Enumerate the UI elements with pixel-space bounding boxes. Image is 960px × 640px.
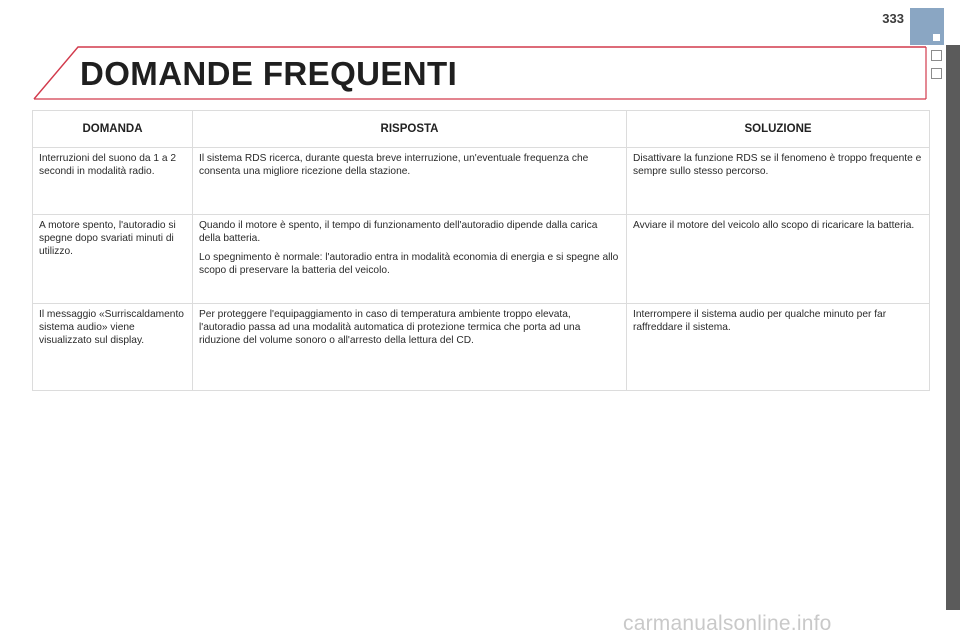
- column-header-solution: SOLUZIONE: [627, 111, 930, 148]
- solution-cell: Avviare il motore del veicolo allo scopo di ricaricare la batteria.: [627, 215, 930, 304]
- column-header-answer: RISPOSTA: [193, 111, 627, 148]
- side-bar: [946, 45, 960, 610]
- answer-cell: [193, 215, 627, 304]
- page-number: 333: [882, 11, 904, 26]
- answer-paragraph: Lo spegnimento è normale: l'autoradio entra in modalità economia di energia e si spegne allo scopo di preservare la batteria del veicolo.: [199, 252, 619, 276]
- question-cell: A motore spento, l'autoradio si spegne dopo svariati minuti di utilizzo.: [33, 215, 193, 304]
- table-row: [33, 148, 930, 215]
- question-cell: Interruzioni del suono da 1 a 2 secondi in modalità radio.: [33, 148, 193, 215]
- table-row: [33, 304, 930, 391]
- answer-paragraph: Quando il motore è spento, il tempo di funzionamento dell'autoradio dipende dalla carica della batteria.: [199, 220, 598, 244]
- question-cell: Il messaggio «Surriscaldamento sistema audio» viene visualizzato sul display.: [33, 304, 193, 391]
- answer-cell: [193, 148, 627, 215]
- page-title: DOMANDE FREQUENTI: [80, 55, 458, 92]
- faq-table: [32, 110, 930, 391]
- answer-paragraph: Il sistema RDS ricerca, durante questa breve interruzione, un'eventuale frequenza che consenta una migliore ricezione della stazione.: [199, 153, 589, 177]
- answer-cell: [193, 304, 627, 391]
- solution-cell: Disattivare la funzione RDS se il fenomeno è troppo frequente e sempre sullo stesso percorso.: [627, 148, 930, 215]
- watermark: carmanualsonline.info: [623, 612, 832, 635]
- table-row: [33, 215, 930, 304]
- column-header-question: DOMANDA: [33, 111, 193, 148]
- answer-paragraph: Per proteggere l'equipaggiamento in caso di temperatura ambiente troppo elevata, l'autoradio passa ad una modalità automatica di protezione termica che porta ad una riduzione del volume sonoro o all'arresto della lettura del CD.: [199, 309, 581, 346]
- solution-cell: Interrompere il sistema audio per qualche minuto per far raffreddare il sistema.: [627, 304, 930, 391]
- table-header-row: [33, 111, 930, 148]
